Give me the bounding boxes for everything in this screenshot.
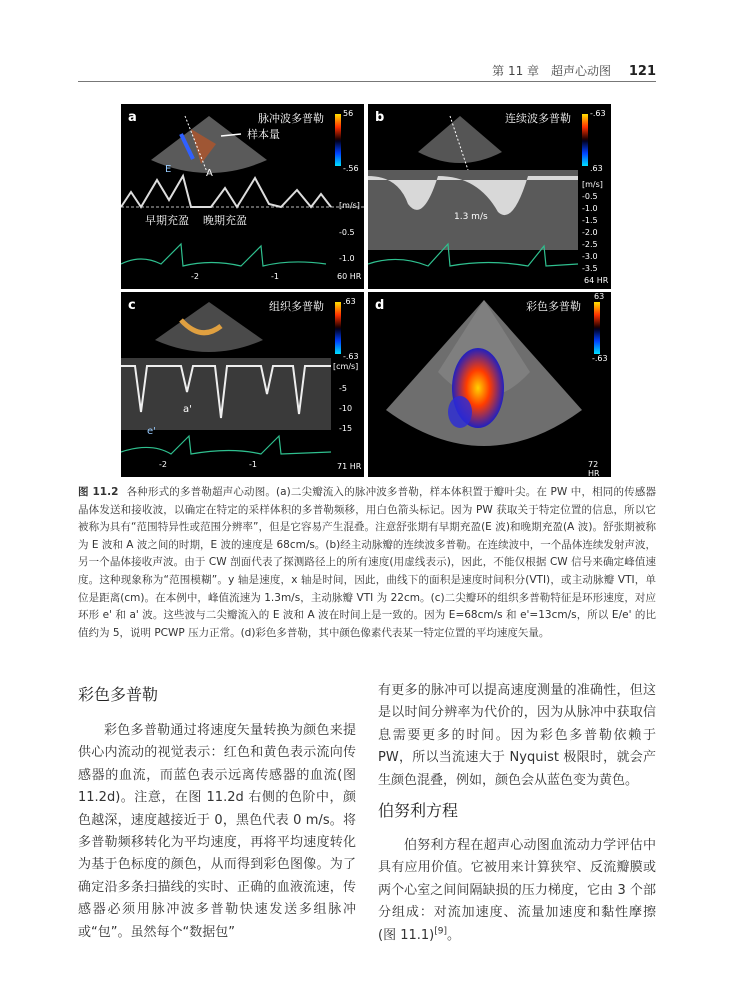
panel-label-d: d <box>375 298 385 313</box>
figure-caption <box>78 484 656 642</box>
e-wave-label: E <box>165 164 172 175</box>
tick-c-2: -10 <box>339 404 353 413</box>
tick-a-1: -0.5 <box>339 228 355 237</box>
color-scale-bar <box>335 302 341 354</box>
hr-b: 64 HR <box>584 276 609 285</box>
x-tick-a-0: -2 <box>191 272 199 281</box>
caption-text: 各种形式的多普勒超声心动图。(a)二尖瓣流入的脉冲波多普勒，样本体积置于瓣叶尖。在 PW 中，相同的传感器晶体发送和接收波，以确定在特定的采样体积的多普勒频移，用白色箭头标记。因为 PW 获取关于特定位置的信息，所以它被称为具有“范围特异性或范围分辨率”，但是它容易产生混叠。注意舒张期有早期充盈(E 波)和晚期充盈(A 波)。舒张期被称为 E 波和 A 波之间的时期，E 波的速度是 68cm/s。(b)经主动脉瓣的连续波多普勒。在连续波中，一个晶体连续发射声波，另一个晶体接收声波。由于 CW 剖面代表了探测路径上的所有速度(用虚线表示)，因此，不能仅根据 CW 信号来确定峰值速度。这种现象称为“范围模糊”。y 轴是速度，x 轴是时间，因此，曲线下的面积是速度时间积分(VTI)，或主动脉瓣 VTI，单位是距离(cm)。在本例中，峰值流速为 1.3m/s，主动脉瓣 VTI 为 22cm。(c)二尖瓣环的组织多普勒特征是环形速度，对应环形 e' 和 a' 波。这些波与二尖瓣流入的 E 波和 A 波在时间上是一致的。因为 E=68cm/s 和 e'=13cm/s，所以 E/e' 的比值约为 5，说明 PCWP 压力正常。(d)彩色多普勒，其中颜色像素代表某一特定位置的平均速度矢量。 <box>78 486 657 639</box>
x-tick-a-1: -1 <box>271 272 279 281</box>
paragraph-bernoulli <box>378 835 656 947</box>
color-scale-bar <box>335 114 341 166</box>
tick-c-0: [cm/s] <box>333 362 359 371</box>
tick-c-3: -15 <box>339 424 353 433</box>
early-filling-label: 早期充盈 <box>145 214 189 227</box>
tick-c-1: -5 <box>339 384 347 393</box>
scale-bottom-b: .63 <box>590 164 603 173</box>
panel-a-title: 脉冲波多普勒 <box>258 112 324 125</box>
late-filling-label: 晚期充盈 <box>203 214 247 227</box>
panel-d-title: 彩色多普勒 <box>526 300 581 313</box>
scale-top-a: 56 <box>343 109 354 118</box>
scale-top-b: -.63 <box>590 109 606 118</box>
panel-c-title: 组织多普勒 <box>269 300 324 313</box>
color-scale-bar <box>582 114 588 166</box>
ecg-trace <box>121 244 326 266</box>
page-number: 121 <box>628 64 656 79</box>
tick-b-7: -3.5 <box>582 264 598 273</box>
tick-a-0: [m/s] <box>339 201 360 210</box>
tick-b-5: -2.5 <box>582 240 598 249</box>
bernoulli-end: 。 <box>446 927 460 943</box>
page-header <box>78 62 656 80</box>
paragraph-continued: 有更多的脉冲可以提高速度测量的准确性，但这是以时间分辨率为代价的，因为从脉冲中获取信息需要更多的时间。因为彩色多普勒依赖于 PW，所以当流速大于 Nyquist 极限时，就会产生颜色混叠，例如，颜色会从蓝色变为黄色。 <box>378 683 656 788</box>
sector-image <box>155 302 263 352</box>
paragraph-color-doppler: 彩色多普勒通过将速度矢量转换为颜色来提供心内流动的视觉表示：红色和黄色表示流向传感器的血流，而蓝色表示远离传感器的血流(图 11.2d)。注意，在图 11.2d 右侧的色阶中，颜色越深，速度越接近于 0，黑色代表 0 m/s。将多普勒频移转化为平均速度，再将平均速度转化为基于色标度的颜色，从而得到彩色图像。为了确定沿多条扫描线的实时、正确的血液流速，传感器必须用脉冲波多普勒快速发送多组脉冲或“包”。虽然每个“数据包” <box>78 723 356 940</box>
velocity-label: 1.3 m/s <box>454 212 488 222</box>
figure-number: 图 11.2 <box>78 486 119 498</box>
section-heading-color-doppler: 彩色多普勒 <box>78 685 159 704</box>
scale-bottom-d: -.63 <box>592 354 608 363</box>
tick-b-2: -1.0 <box>582 204 598 213</box>
hr-a: 60 HR <box>337 272 362 281</box>
panel-b-title: 连续波多普勒 <box>505 112 571 125</box>
section-heading-bernoulli: 伯努利方程 <box>378 801 459 821</box>
tick-b-3: -1.5 <box>582 216 598 225</box>
panel-d-graphic <box>368 292 611 477</box>
scale-top-c: .63 <box>343 297 356 306</box>
color-scale-bar <box>594 302 600 354</box>
panel-b-graphic <box>368 104 611 289</box>
doppler-envelope <box>121 176 331 207</box>
citation-ref: [9] <box>434 926 447 937</box>
panel-d-color-doppler <box>368 292 611 477</box>
ecg-trace <box>121 436 331 454</box>
x-tick-c-0: -2 <box>159 460 167 469</box>
x-tick-c-1: -1 <box>249 460 257 469</box>
panel-label-c: c <box>128 298 136 313</box>
sample-volume-label: 样本量 <box>247 128 280 141</box>
scale-bottom-a: -.56 <box>343 164 359 173</box>
panel-c-tissue-doppler <box>121 292 364 477</box>
body-column-right <box>378 680 656 947</box>
bernoulli-text: 伯努利方程在超声心动图血流动力学评估中具有应用价值。它被用来计算狭窄、反流瓣膜或两个心室之间间隔缺损的压力梯度，它由 3 个部分组成：对流加速度、流量加速度和黏性摩擦(图 11.1) <box>378 838 656 943</box>
tick-a-2: -1.0 <box>339 254 355 263</box>
panel-label-b: b <box>375 110 385 125</box>
tick-b-1: -0.5 <box>582 192 598 201</box>
hr-c: 71 HR <box>337 462 362 471</box>
panel-label-a: a <box>128 110 137 125</box>
panel-b-continuous-wave <box>368 104 611 289</box>
a-wave-label: A <box>206 168 213 179</box>
a-prime-label: a' <box>183 404 192 415</box>
panel-a-graphic <box>121 104 364 289</box>
scale-bottom-c: -.63 <box>343 352 359 361</box>
panel-c-graphic <box>121 292 364 477</box>
scale-top-d: 63 <box>594 292 605 301</box>
panel-a-pulsed-wave <box>121 104 364 289</box>
sector-image <box>418 116 502 163</box>
tick-b-4: -2.0 <box>582 228 598 237</box>
tick-b-6: -3.0 <box>582 252 598 261</box>
tick-b-0: [m/s] <box>582 180 603 189</box>
body-column-left <box>78 680 356 944</box>
header-rule <box>78 81 656 82</box>
hr-d: 72 HR <box>588 460 600 477</box>
e-prime-label: e' <box>147 426 156 437</box>
color-flow-blue <box>448 396 472 428</box>
chapter-title: 第 11 章 超声心动图 <box>492 64 612 78</box>
